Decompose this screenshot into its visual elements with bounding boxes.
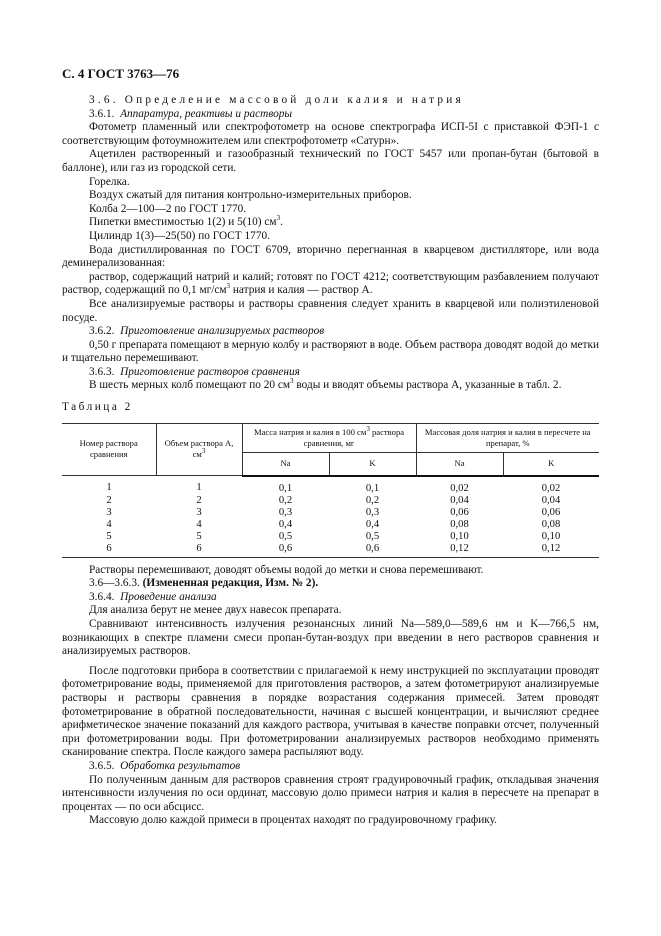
table-cell: 0,4 bbox=[278, 518, 293, 530]
col-header-k: K bbox=[503, 452, 599, 476]
amendment-note: 3.6—3.6.3. (Измененная редакция, Изм. № 2). bbox=[89, 577, 319, 590]
paragraph: Пипетки вместимостью 1(2) и 5(10) $см^3$. bbox=[89, 214, 283, 229]
clause-3-6-2: 3.6.2. Приготовление анализируемых растворов bbox=[89, 325, 325, 338]
col-header-fraction: Массовая доля натрия и калия в пересчете на препарат, % bbox=[416, 423, 599, 452]
table-cell: 0,6 bbox=[329, 543, 416, 558]
table-cell: 0,02 bbox=[450, 482, 469, 494]
paragraph: После подготовки прибора в соответствии с прилагаемой к нему инструкцией по эксплуатации проводят фотометрирование воды, применяемой для приготовления растворов, а затем фотометрируют анализируемые растворы и растворы сравнения в порядке возрастания содержания примесей. Затем проводят фотометрирование в обратной последовательности, начиная с высшей концентрации, и вычисляют среднее арифметическое значение показаний для каждого раствора, учитывая в качестве поправки отсчет, полученный при фотометрировании воды. При фотометрировании анализируемых растворов необходимо применять сканирование спектра. После каждого замера распыляют воду. bbox=[62, 664, 599, 759]
paragraph: По полученным данным для растворов сравнения строят градуировочный график, откладывая значения интенсивности излучения по оси ординат, массовую долю примеси натрия и калия в пересчете на препарат в процентах — по оси абсцисс. bbox=[62, 773, 599, 813]
col-header-na: Na bbox=[416, 452, 503, 476]
table-cell: 3 bbox=[106, 506, 112, 518]
table-row bbox=[62, 507, 599, 519]
table-row bbox=[62, 495, 599, 507]
paragraph: Все анализируемые растворы и растворы сравнения следует хранить в кварцевой или полиэтиленовой посуде. bbox=[62, 297, 599, 324]
table-cell: 0,3 bbox=[278, 506, 293, 518]
paragraph: Цилиндр 1(3)—25(50) по ГОСТ 1770. bbox=[89, 229, 270, 242]
paragraph: Массовую долю каждой примеси в процентах находят по градуировочному графику. bbox=[89, 814, 497, 827]
table-row bbox=[62, 519, 599, 531]
table-cell: 2 bbox=[106, 494, 112, 506]
table-cell: 4 bbox=[106, 518, 112, 530]
table-cell: 0,02 bbox=[541, 482, 561, 494]
document-body bbox=[62, 94, 599, 828]
table-cell: 0,08 bbox=[450, 518, 469, 530]
col-header-na: Na bbox=[242, 452, 329, 476]
table-cell: 2 bbox=[196, 494, 202, 506]
table-cell: 4 bbox=[196, 518, 202, 530]
table-cell: 5 bbox=[106, 530, 112, 542]
table-cell: 0,2 bbox=[365, 494, 380, 506]
table-cell: 6 bbox=[62, 543, 156, 558]
clause-3-6-4: 3.6.4. Проведение анализа bbox=[89, 590, 217, 603]
paragraph: Сравнивают интенсивность излучения резонансных линий Na—589,0—589,6 нм и K—766,5 нм, возникающих в спектре пламени смеси пропан-бутан-воздух при введении в него растворов сравнения и анализируемых растворов. bbox=[62, 618, 599, 658]
table-cell: 0,4 bbox=[365, 518, 380, 530]
clause-3-6-3: 3.6.3. Приготовление растворов сравнения bbox=[89, 365, 300, 378]
section-heading: 3.6. Определение массовой доли калия и натрия bbox=[89, 94, 464, 106]
col-header-volume: Объем раствора А, $см^3$ bbox=[156, 423, 242, 476]
paragraph: Растворы перемешивают, доводят объемы водой до метки и снова перемешивают. bbox=[89, 563, 484, 576]
table-cell: 0,1 bbox=[365, 482, 380, 494]
table-cell: 0,10 bbox=[541, 530, 561, 542]
table-cell: 0,06 bbox=[541, 506, 561, 518]
table-cell: 0,04 bbox=[541, 494, 561, 506]
table-cell: 0,12 bbox=[503, 543, 599, 558]
paragraph: Ацетилен растворенный и газообразный технический по ГОСТ 5457 или пропан-бутан (бытовой в баллоне), или газ из городской сети. bbox=[62, 148, 599, 174]
paragraph: раствор, содержащий натрий и калий; готовят по ГОСТ 4212; соответствующим разбавлением получают раствор, содержащий по 0,1 $мг/см^3$ натрия и калия — раствор А. bbox=[62, 270, 599, 297]
paragraph: 0,50 г препарата помещают в мерную колбу и растворяют в воде. Объем раствора доводят водой до метки и тщательно перемешивают. bbox=[62, 338, 599, 365]
clause-3-6-1: 3.6.1. Аппаратура, реактивы и растворы bbox=[89, 107, 293, 120]
table-cell: 0,08 bbox=[541, 518, 561, 530]
col-header-mass: Масса натрия и калия в 100 $см^3$ раствора сравнения, мг bbox=[242, 423, 416, 452]
table-cell: 6 bbox=[156, 543, 242, 558]
col-header-solution-number: Номер раствора сравнения bbox=[62, 423, 156, 476]
table-cell: 0,6 bbox=[242, 543, 329, 558]
table-cell: 0,5 bbox=[278, 530, 293, 542]
table-caption: Таблица 2 bbox=[62, 401, 133, 414]
table-cell: 5 bbox=[196, 530, 202, 542]
table-row bbox=[62, 531, 599, 543]
table-cell: 3 bbox=[196, 506, 202, 518]
paragraph: Для анализа берут не менее двух навесок препарата. bbox=[89, 604, 342, 617]
table-cell: 0,1 bbox=[278, 482, 293, 494]
table-row bbox=[62, 476, 599, 495]
table-cell: 1 bbox=[196, 482, 202, 494]
table-cell: 0,04 bbox=[450, 494, 469, 506]
table-cell: 0,10 bbox=[450, 530, 469, 542]
clause-3-6-5: 3.6.5. Обработка результатов bbox=[89, 759, 241, 772]
data-table bbox=[62, 423, 599, 558]
table-row bbox=[62, 543, 599, 558]
paragraph: Горелка. bbox=[89, 175, 130, 188]
paragraph: Колба 2—100—2 по ГОСТ 1770. bbox=[89, 202, 247, 215]
table-cell: 0,06 bbox=[450, 506, 469, 518]
table-cell: 0,3 bbox=[365, 506, 380, 518]
table-cell: 1 bbox=[106, 482, 112, 494]
page-header: С. 4 ГОСТ 3763—76 bbox=[62, 66, 180, 81]
table-cell: 0,12 bbox=[416, 543, 503, 558]
paragraph: Воздух сжатый для питания контрольно-измерительных приборов. bbox=[89, 189, 412, 202]
table-cell: 0,2 bbox=[278, 494, 293, 506]
table-cell: 0,5 bbox=[365, 530, 380, 542]
paragraph: Вода дистиллированная по ГОСТ 6709, вторично перегнанная в кварцевом дистилляторе, или вода деминерализованная: bbox=[62, 243, 599, 270]
paragraph: Фотометр пламенный или спектрофотометр на основе спектрографа ИСП-5I с приставкой ФЭП-1 с соответствующим фотоумножителем или спектрофотометр «Сатурн». bbox=[62, 121, 599, 147]
paragraph: В шесть мерных колб помещают по 20 $см^3$ воды и вводят объемы раствора А, указанные в табл. 2. bbox=[89, 377, 562, 392]
col-header-k: K bbox=[329, 452, 416, 476]
